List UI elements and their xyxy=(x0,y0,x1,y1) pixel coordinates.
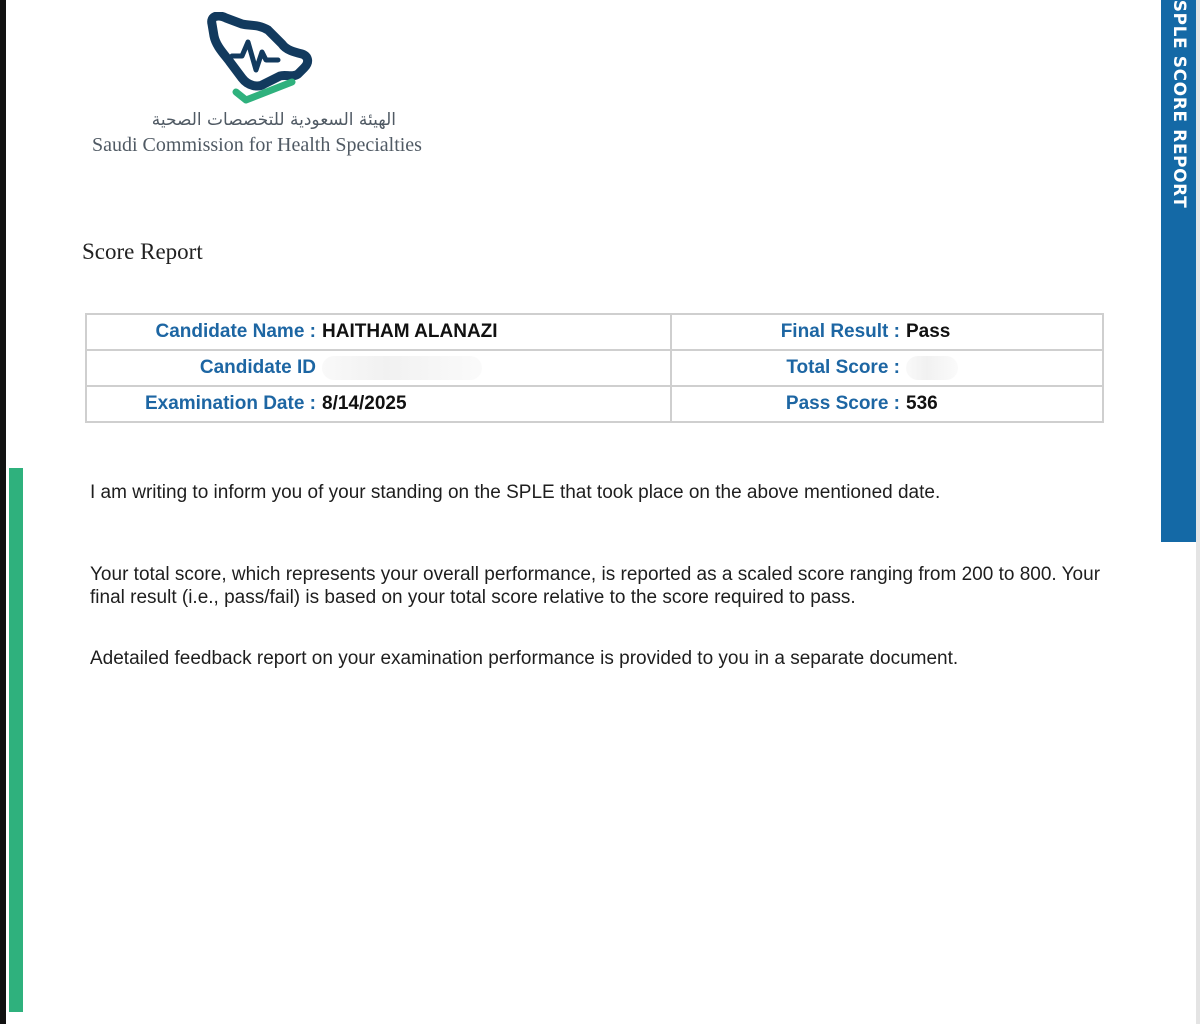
final-result-value: Pass xyxy=(906,321,951,342)
final-result-cell xyxy=(671,314,1103,350)
body-paragraph-score-explanation: Your total score, which represents your overall performance, is reported as a scaled score ranging from 200 to 800. Your final result (i.e., pass/fail) is based on your total score relative to the score required to pass. xyxy=(90,564,1101,608)
side-banner-label: SPLE SCORE REPORT xyxy=(1169,0,1189,209)
total-score-redacted xyxy=(906,356,958,380)
exam-date-cell xyxy=(86,386,671,422)
table-row xyxy=(86,350,1103,386)
organization-name-english: Saudi Commission for Health Specialties xyxy=(92,134,422,156)
candidate-name-value: HAITHAM ALANAZI xyxy=(322,321,498,342)
body-paragraph-feedback: Adetailed feedback report on your examination performance is provided to you in a separate document. xyxy=(90,648,959,669)
exam-date-value: 8/14/2025 xyxy=(322,393,407,414)
table-row xyxy=(86,386,1103,422)
candidate-id-redacted xyxy=(322,356,482,380)
organization-logo-icon xyxy=(202,12,316,106)
exam-date-label: Examination Date : xyxy=(144,393,316,414)
candidate-name-cell xyxy=(86,314,671,350)
document-title: Score Report xyxy=(82,239,203,264)
final-result-label: Final Result : xyxy=(780,321,900,342)
candidate-info-table xyxy=(85,313,1104,423)
total-score-label: Total Score : xyxy=(786,357,900,379)
document-page xyxy=(6,0,1196,1024)
candidate-id-label: Candidate ID xyxy=(199,357,316,379)
table-row xyxy=(86,314,1103,350)
pass-score-value: 536 xyxy=(906,393,938,414)
viewer-right-edge xyxy=(1196,0,1200,1024)
candidate-name-label: Candidate Name : xyxy=(155,321,316,342)
pass-score-label: Pass Score : xyxy=(785,393,900,414)
body-paragraph-standing: I am writing to inform you of your standing on the SPLE that took place on the above mentioned date. xyxy=(90,482,941,503)
organization-name-arabic: الهيئة السعودية للتخصصات الصحية xyxy=(151,110,396,130)
candidate-id-cell xyxy=(86,350,671,386)
green-accent-bar xyxy=(9,468,23,1012)
total-score-cell xyxy=(671,350,1103,386)
pass-score-cell xyxy=(671,386,1103,422)
